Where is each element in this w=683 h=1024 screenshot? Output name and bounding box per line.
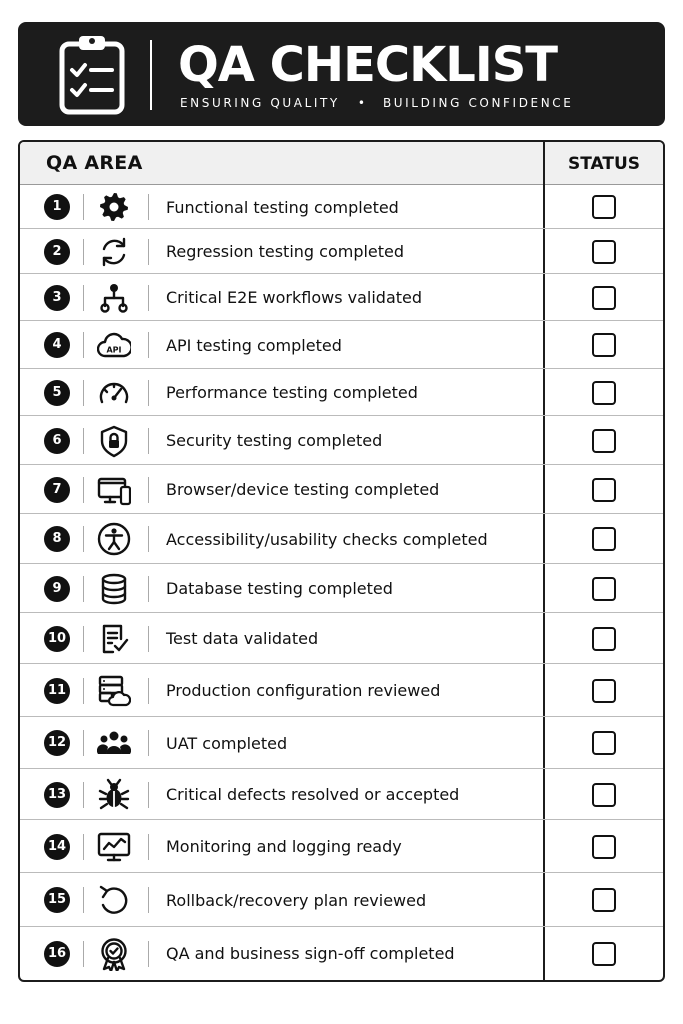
status-checkbox[interactable]: [592, 195, 616, 219]
row-number-badge: 6: [44, 428, 70, 454]
row-number-badge: 16: [44, 941, 70, 967]
row-separator: [148, 730, 149, 756]
row-number-badge: 11: [44, 678, 70, 704]
page-title: QA CHECKLIST: [178, 37, 558, 93]
row-number-badge: 9: [44, 576, 70, 602]
status-checkbox[interactable]: [592, 679, 616, 703]
row-number-badge: 8: [44, 526, 70, 552]
monitor-chart-icon: [97, 830, 131, 864]
row-number-badge: 13: [44, 782, 70, 808]
subtitle-left: ENSURING QUALITY: [180, 96, 340, 110]
qa-area-label: Test data validated: [166, 629, 319, 648]
row-separator: [83, 887, 84, 913]
bug-icon: [97, 778, 131, 812]
qa-area-label: Production configuration reviewed: [166, 681, 441, 700]
row-separator: [83, 428, 84, 454]
table-header: [20, 142, 663, 185]
devices-icon: [97, 473, 131, 507]
row-separator: [148, 285, 149, 311]
status-checkbox[interactable]: [592, 381, 616, 405]
qa-area-label: Accessibility/usability checks completed: [166, 530, 488, 549]
row-number-badge: 14: [44, 834, 70, 860]
row-separator: [148, 678, 149, 704]
gear-icon: [97, 190, 131, 224]
checklist-row: [20, 465, 663, 514]
row-separator: [148, 887, 149, 913]
api-cloud-icon: [97, 328, 131, 362]
row-separator: [83, 834, 84, 860]
status-checkbox[interactable]: [592, 731, 616, 755]
qa-area-label: UAT completed: [166, 734, 288, 753]
status-checkbox[interactable]: [592, 240, 616, 264]
row-separator: [148, 576, 149, 602]
row-separator: [148, 477, 149, 503]
row-separator: [148, 941, 149, 967]
row-number-badge: 2: [44, 239, 70, 265]
row-separator: [148, 526, 149, 552]
qa-area-label: Browser/device testing completed: [166, 480, 440, 499]
status-checkbox[interactable]: [592, 783, 616, 807]
accessibility-icon: [97, 522, 131, 556]
row-number-badge: 15: [44, 887, 70, 913]
row-separator: [83, 782, 84, 808]
row-separator: [83, 576, 84, 602]
row-number-badge: 5: [44, 380, 70, 406]
status-checkbox[interactable]: [592, 333, 616, 357]
rollback-icon: [97, 883, 131, 917]
qa-area-label: Rollback/recovery plan reviewed: [166, 891, 427, 910]
checklist-row: [20, 514, 663, 564]
row-separator: [83, 526, 84, 552]
status-checkbox[interactable]: [592, 577, 616, 601]
row-separator: [83, 477, 84, 503]
clipboard-checklist-icon: [58, 32, 126, 116]
gauge-icon: [97, 376, 131, 410]
shield-lock-icon: [97, 424, 131, 458]
svg-text:API: API: [106, 345, 122, 355]
status-checkbox[interactable]: [592, 286, 616, 310]
subtitle-right: BUILDING CONFIDENCE: [382, 96, 574, 110]
row-number-badge: 4: [44, 332, 70, 358]
checklist-table: [18, 140, 665, 982]
server-cloud-icon: [97, 674, 131, 708]
column-header-qa-area: QA AREA: [46, 152, 143, 174]
status-checkbox[interactable]: [592, 627, 616, 651]
subtitle-separator: •: [357, 96, 365, 110]
team-icon: [97, 726, 131, 760]
row-separator: [83, 332, 84, 358]
status-checkbox[interactable]: [592, 835, 616, 859]
database-icon: [97, 572, 131, 606]
status-checkbox[interactable]: [592, 888, 616, 912]
row-separator: [148, 782, 149, 808]
qa-area-label: API testing completed: [166, 336, 342, 355]
row-separator: [83, 730, 84, 756]
checklist-row: [20, 769, 663, 820]
row-separator: [148, 834, 149, 860]
status-checkbox[interactable]: [592, 429, 616, 453]
checklist-row: [20, 369, 663, 416]
row-separator: [148, 380, 149, 406]
row-separator: [83, 380, 84, 406]
qa-area-label: Functional testing completed: [166, 198, 399, 217]
qa-area-label: Database testing completed: [166, 579, 393, 598]
row-number-badge: 1: [44, 194, 70, 220]
qa-area-label: Critical defects resolved or accepted: [166, 785, 460, 804]
column-header-status: STATUS: [567, 154, 640, 174]
qa-area-label: QA and business sign-off completed: [166, 944, 455, 963]
checklist-row: [20, 321, 663, 369]
status-checkbox[interactable]: [592, 942, 616, 966]
checklist-row: [20, 613, 663, 664]
checklist-row: [20, 717, 663, 769]
row-number-badge: 12: [44, 730, 70, 756]
qa-area-label: Regression testing completed: [166, 242, 405, 261]
row-separator: [148, 626, 149, 652]
checklist-row: [20, 185, 663, 229]
badge-check-icon: [97, 937, 131, 971]
checklist-row: [20, 820, 663, 873]
page-subtitle: [180, 96, 573, 110]
row-separator: [83, 678, 84, 704]
status-checkbox[interactable]: [592, 527, 616, 551]
refresh-icon: [97, 235, 131, 269]
row-number-badge: 3: [44, 285, 70, 311]
workflow-icon: [97, 281, 131, 315]
row-separator: [148, 428, 149, 454]
row-separator: [83, 194, 84, 220]
row-separator: [148, 239, 149, 265]
row-separator: [148, 332, 149, 358]
row-separator: [83, 941, 84, 967]
header-divider: [150, 40, 152, 110]
row-number-badge: 7: [44, 477, 70, 503]
checklist-row: [20, 873, 663, 927]
row-separator: [83, 285, 84, 311]
row-separator: [83, 239, 84, 265]
qa-area-label: Monitoring and logging ready: [166, 837, 402, 856]
row-number-badge: 10: [44, 626, 70, 652]
row-separator: [83, 626, 84, 652]
checklist-row: [20, 416, 663, 465]
checklist-row: [20, 564, 663, 613]
qa-area-label: Critical E2E workflows validated: [166, 288, 423, 307]
checklist-row: [20, 274, 663, 321]
qa-area-label: Performance testing completed: [166, 383, 418, 402]
document-check-icon: [97, 622, 131, 656]
qa-area-label: Security testing completed: [166, 431, 383, 450]
status-checkbox[interactable]: [592, 478, 616, 502]
checklist-row: [20, 229, 663, 274]
row-separator: [148, 194, 149, 220]
header-banner: [18, 22, 665, 126]
checklist-row: [20, 664, 663, 717]
checklist-row: [20, 927, 663, 980]
